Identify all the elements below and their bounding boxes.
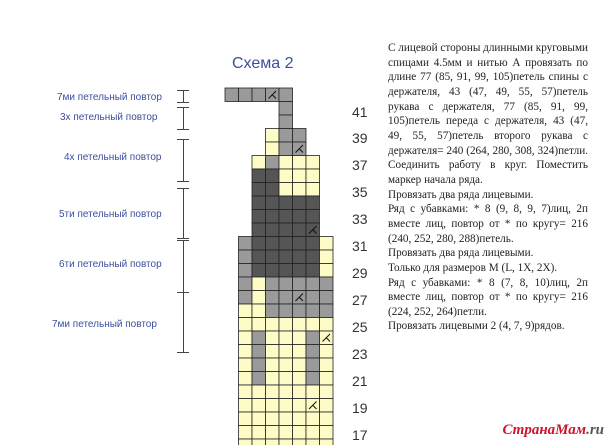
- chart-cell: [266, 169, 280, 183]
- chart-cell: [252, 223, 266, 237]
- chart-cell: [293, 223, 307, 237]
- chart-cell: [239, 345, 253, 359]
- chart-cell: [252, 169, 266, 183]
- chart-cell: [266, 156, 280, 170]
- chart-cell: [293, 250, 307, 264]
- chart-cell: [306, 156, 320, 170]
- chart-cell: [320, 399, 334, 413]
- chart-cell: [266, 237, 280, 251]
- chart-cell: [293, 156, 307, 170]
- chart-cell: [293, 318, 307, 332]
- chart-cell: [279, 156, 293, 170]
- chart-cell: [293, 277, 307, 291]
- chart-cell: [239, 331, 253, 345]
- chart-cell: [293, 304, 307, 318]
- instruction-paragraph: С лицевой стороны длинными круговыми спицами 4.5мм и нитью А провязать по длине 77 (85, 91, 99, 105)петель спины с держателя, 43 (47, 49, 55, 57)петель рукава с держателя, 77 (85, 91, 99, 105)петель переда с держателя, 43 (47, 49, 55, 57)петель второго рукава с держателя= 240 (264, 280, 308, 324)петли. Соединить работу в круг. Поместить маркер начала ряда.: [388, 42, 589, 186]
- chart-cell: [252, 304, 266, 318]
- chart-cell: [279, 345, 293, 359]
- chart-cell: [266, 318, 280, 332]
- repeat-label-3: 4х петельный повтор: [64, 152, 162, 163]
- chart-cell: [252, 426, 266, 440]
- chart-cell: [266, 250, 280, 264]
- chart-cell: [306, 169, 320, 183]
- row-number: 37: [352, 157, 368, 173]
- chart-cell: [320, 345, 334, 359]
- chart-cell: [252, 358, 266, 372]
- row-number: 35: [352, 184, 368, 200]
- instruction-paragraph: Ряд с убавками: * 8 (9, 8, 9, 7)лиц, 2п вместе лиц, повтор от * по кругу= 216 (240, 252, 280, 288)петель.: [388, 203, 588, 245]
- chart-cell: [279, 385, 293, 399]
- chart-cell: [266, 196, 280, 210]
- chart-cell: [306, 196, 320, 210]
- chart-cell: [306, 439, 320, 445]
- chart-cell: [279, 291, 293, 305]
- chart-cell: [252, 237, 266, 251]
- chart-cell: [293, 372, 307, 386]
- chart-cell: [320, 304, 334, 318]
- row-number: 39: [352, 130, 368, 146]
- repeat-label-1: 7ми петельный повтор: [57, 92, 162, 103]
- chart-cell: [252, 264, 266, 278]
- row-number: 23: [352, 346, 368, 362]
- chart-cell: [306, 291, 320, 305]
- chart-cell: [239, 426, 253, 440]
- chart-cell: [279, 358, 293, 372]
- chart-cell: [239, 412, 253, 426]
- repeat-label-2: 3х петельный повтор: [60, 112, 158, 123]
- chart-cell: [239, 250, 253, 264]
- chart-cell: [252, 250, 266, 264]
- chart-cell: [252, 291, 266, 305]
- chart-cell: [279, 102, 293, 116]
- chart-cell: [266, 385, 280, 399]
- chart-cell: [279, 142, 293, 156]
- row-number: 19: [352, 400, 368, 416]
- chart-cell: [320, 439, 334, 445]
- chart-cell: [239, 291, 253, 305]
- chart-cell: [252, 210, 266, 224]
- chart-cell: [306, 250, 320, 264]
- chart-cell: [266, 264, 280, 278]
- chart-cell: [266, 358, 280, 372]
- instruction-paragraph: Провязать лицевыми 2 (4, 7, 9)рядов.: [388, 320, 565, 333]
- chart-cell: [266, 291, 280, 305]
- instruction-paragraph: Ряд с убавками: * 8 (7, 8, 10)лиц, 2п вместе лиц, повтор от * по кругу= 216 (224, 252, 264)петли.: [388, 276, 588, 318]
- chart-cell: [306, 385, 320, 399]
- instruction-paragraph: Провязать два ряда лицевыми.: [388, 188, 534, 201]
- chart-cell: [225, 88, 239, 102]
- chart-cell: [279, 277, 293, 291]
- chart-cell: [266, 277, 280, 291]
- chart-cell: [279, 439, 293, 445]
- chart-cell: [252, 183, 266, 197]
- chart-cell: [266, 439, 280, 445]
- chart-cell: [279, 250, 293, 264]
- chart-cell: [320, 264, 334, 278]
- chart-cell: [279, 426, 293, 440]
- chart-cell: [306, 277, 320, 291]
- chart-cell: [279, 183, 293, 197]
- chart-cell: [320, 250, 334, 264]
- chart-cell: [279, 129, 293, 143]
- chart-cell: [239, 304, 253, 318]
- chart-cell: [320, 291, 334, 305]
- instruction-paragraph: Провязать два ряда лицевыми.: [388, 247, 534, 260]
- chart-cell: [320, 277, 334, 291]
- chart-cell: [279, 412, 293, 426]
- chart-cell: [320, 426, 334, 440]
- chart-cell: [252, 412, 266, 426]
- row-number: 29: [352, 265, 368, 281]
- chart-cell: [239, 237, 253, 251]
- row-number: 31: [352, 238, 368, 254]
- chart-cell: [279, 210, 293, 224]
- chart-cell: [306, 345, 320, 359]
- chart-cell: [279, 115, 293, 129]
- chart-cell: [239, 399, 253, 413]
- chart-cell: [320, 358, 334, 372]
- chart-cell: [293, 129, 307, 143]
- chart-cell: [266, 304, 280, 318]
- chart-cell: [266, 399, 280, 413]
- chart-cell: [239, 88, 253, 102]
- repeat-label-4: 5ти петельный повтор: [59, 209, 162, 220]
- chart-cell: [306, 372, 320, 386]
- chart-cell: [252, 88, 266, 102]
- chart-cell: [306, 210, 320, 224]
- chart-cell: [279, 237, 293, 251]
- chart-cell: [306, 318, 320, 332]
- chart-cell: [252, 156, 266, 170]
- chart-cell: [266, 345, 280, 359]
- chart-cell: [266, 129, 280, 143]
- chart-cell: [252, 196, 266, 210]
- chart-cell: [293, 331, 307, 345]
- chart-cell: [293, 358, 307, 372]
- chart-cell: [279, 399, 293, 413]
- chart-cell: [293, 439, 307, 445]
- row-number: 41: [352, 104, 368, 120]
- chart-cell: [306, 264, 320, 278]
- chart-cell: [239, 385, 253, 399]
- chart-cell: [252, 345, 266, 359]
- chart-cell: [252, 399, 266, 413]
- row-number: 21: [352, 373, 368, 389]
- chart-cell: [266, 426, 280, 440]
- chart-cell: [252, 439, 266, 445]
- chart-cell: [279, 169, 293, 183]
- chart-cell: [306, 237, 320, 251]
- chart-cell: [306, 412, 320, 426]
- chart-cell: [306, 358, 320, 372]
- repeat-label-6: 7ми петельный повтор: [52, 319, 157, 330]
- chart-cell: [239, 358, 253, 372]
- chart-cell: [293, 399, 307, 413]
- chart-cell: [320, 237, 334, 251]
- chart-cell: [252, 372, 266, 386]
- instruction-paragraph: Только для размеров M (L, 1X, 2X).: [388, 261, 558, 274]
- chart-cell: [279, 304, 293, 318]
- chart-cell: [266, 183, 280, 197]
- chart-cell: [266, 372, 280, 386]
- chart-cell: [239, 264, 253, 278]
- chart-cell: [320, 385, 334, 399]
- chart-cell: [320, 318, 334, 332]
- chart-cell: [293, 345, 307, 359]
- chart-cell: [279, 88, 293, 102]
- chart-cell: [266, 331, 280, 345]
- chart-cell: [279, 196, 293, 210]
- chart-cell: [252, 331, 266, 345]
- row-number: 27: [352, 292, 368, 308]
- chart-cell: [266, 142, 280, 156]
- instructions-text: [388, 41, 588, 334]
- repeat-label-5: 6ти петельный повтор: [59, 259, 162, 270]
- chart-cell: [279, 223, 293, 237]
- chart-cell: [320, 412, 334, 426]
- chart-cell: [306, 331, 320, 345]
- chart-cell: [252, 318, 266, 332]
- chart-cell: [279, 372, 293, 386]
- chart-cell: [239, 277, 253, 291]
- row-number: 33: [352, 211, 368, 227]
- chart-cell: [293, 210, 307, 224]
- chart-cell: [293, 412, 307, 426]
- watermark-part: Страна: [502, 422, 556, 438]
- site-watermark: [502, 422, 604, 439]
- row-number: 25: [352, 319, 368, 335]
- watermark-part: Мам: [555, 422, 587, 438]
- chart-cell: [279, 318, 293, 332]
- chart-cell: [239, 372, 253, 386]
- chart-cell: [279, 264, 293, 278]
- watermark-part: .ru: [586, 422, 604, 438]
- chart-cell: [279, 331, 293, 345]
- chart-cell: [252, 277, 266, 291]
- chart-cell: [266, 412, 280, 426]
- chart-cell: [252, 385, 266, 399]
- chart-cell: [293, 169, 307, 183]
- chart-cell: [266, 210, 280, 224]
- row-number: 17: [352, 427, 368, 443]
- chart-cell: [293, 426, 307, 440]
- chart-cell: [293, 183, 307, 197]
- chart-cell: [306, 304, 320, 318]
- chart-cell: [293, 385, 307, 399]
- chart-cell: [239, 439, 253, 445]
- chart-cell: [239, 318, 253, 332]
- chart-cell: [293, 196, 307, 210]
- chart-cell: [266, 223, 280, 237]
- chart-cell: [293, 264, 307, 278]
- chart-cell: [293, 237, 307, 251]
- chart-cell: [306, 183, 320, 197]
- chart-cell: [306, 426, 320, 440]
- chart-cell: [320, 372, 334, 386]
- scheme-title: Схема 2: [232, 55, 294, 72]
